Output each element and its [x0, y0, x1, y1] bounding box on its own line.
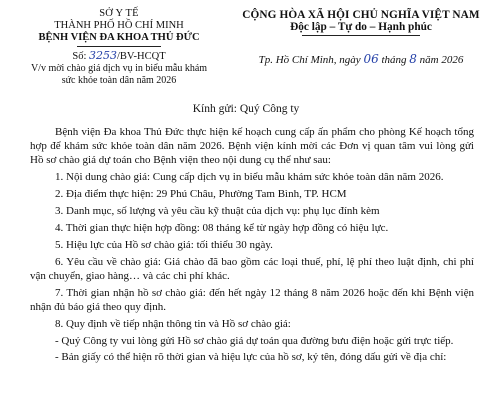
city-name: THÀNH PHỐ HỒ CHÍ MINH — [54, 20, 184, 31]
document-number — [30, 50, 208, 63]
issue-date — [236, 53, 486, 67]
issuer-underline — [77, 46, 161, 47]
list-item: 5. Hiệu lực của Hồ sơ chào giá: tối thiểu 30 ngày. — [55, 239, 273, 251]
handwritten-month: 8 — [409, 52, 417, 66]
list-item: 6. Yêu cầu về chào giá: Giá chào đã bao gồm các loại thuế, phí, lệ phí theo luật định, chi phí vận chuyển, giao hàng… và các chi phí khác. — [30, 256, 474, 282]
list-item: 4. Thời gian thực hiện hợp đồng: 08 tháng kể từ ngày hợp đồng có hiệu lực. — [55, 222, 389, 234]
list-item: 7. Thời gian nhận hồ sơ chào giá: đến hết ngày 12 tháng 8 năm 2026 hoặc đến khi Bệnh viện nhận đủ báo giá theo quy định. — [30, 287, 474, 313]
hospital-name: BỆNH VIỆN ĐA KHOA THỦ ĐỨC — [38, 32, 200, 43]
motto-underline — [302, 35, 420, 36]
list-item: 8. Quy định về tiếp nhận thông tin và Hồ sơ chào giá: — [55, 318, 291, 330]
nation-title: CỘNG HÒA XÃ HỘI CHỦ NGHĨA VIỆT NAM — [242, 9, 480, 21]
handwritten-number: 3253 — [89, 49, 117, 62]
subject-line-2: sức khỏe toàn dân năm 2026 — [61, 74, 177, 86]
number-prefix: Số: — [72, 51, 87, 62]
date-year: năm 2026 — [419, 54, 464, 66]
national-motto: Độc lập – Tự do – Hạnh phúc — [290, 21, 432, 33]
subject-line-1: V/v mời chào giá dịch vụ in biểu mẫu khám — [30, 63, 208, 74]
letter-body — [30, 125, 474, 366]
number-suffix: /BV-HCQT — [117, 51, 166, 62]
sub-list-item: - Quý Công ty vui lòng gửi Hồ sơ chào giá dự toán qua đường bưu điện hoặc gửi trực tiếp. — [55, 335, 454, 347]
list-item: 1. Nội dung chào giá: Cung cấp dịch vụ in biểu mẫu khám sức khỏe toàn dân năm 2026. — [55, 171, 444, 183]
issuer-block — [30, 8, 208, 86]
handwritten-day: 06 — [363, 52, 379, 66]
list-item: 2. Địa điểm thực hiện: 29 Phú Châu, Phường Tam Bình, TP. HCM — [55, 188, 347, 200]
sub-list-item: - Bản giấy có thể hiện rõ thời gian và hiệu lực của hồ sơ, ký tên, đóng dấu gửi về địa chỉ: — [55, 351, 447, 363]
intro-paragraph: Bệnh viện Đa khoa Thủ Đức thực hiện kế hoạch cung cấp ấn phẩm cho phòng Kế hoạch tổng hợp để khám sức khỏe toàn dân năm 2026. Bệnh viện kính mời các Đơn vị quan tâm vui lòng gửi Hồ sơ chào giá dự toán cho Bệnh viện theo nội dung cụ thể như sau: — [30, 126, 474, 166]
date-prefix: Tp. Hồ Chí Minh, ngày — [258, 54, 361, 66]
list-item: 3. Danh mục, số lượng và yêu cầu kỹ thuật của dịch vụ: phụ lục đính kèm — [55, 205, 380, 217]
salutation: Kính gửi: Quý Công ty — [192, 103, 300, 115]
national-header — [236, 9, 486, 67]
date-month-label: tháng — [381, 54, 407, 66]
agency-name: SỞ Y TẾ — [99, 8, 139, 19]
